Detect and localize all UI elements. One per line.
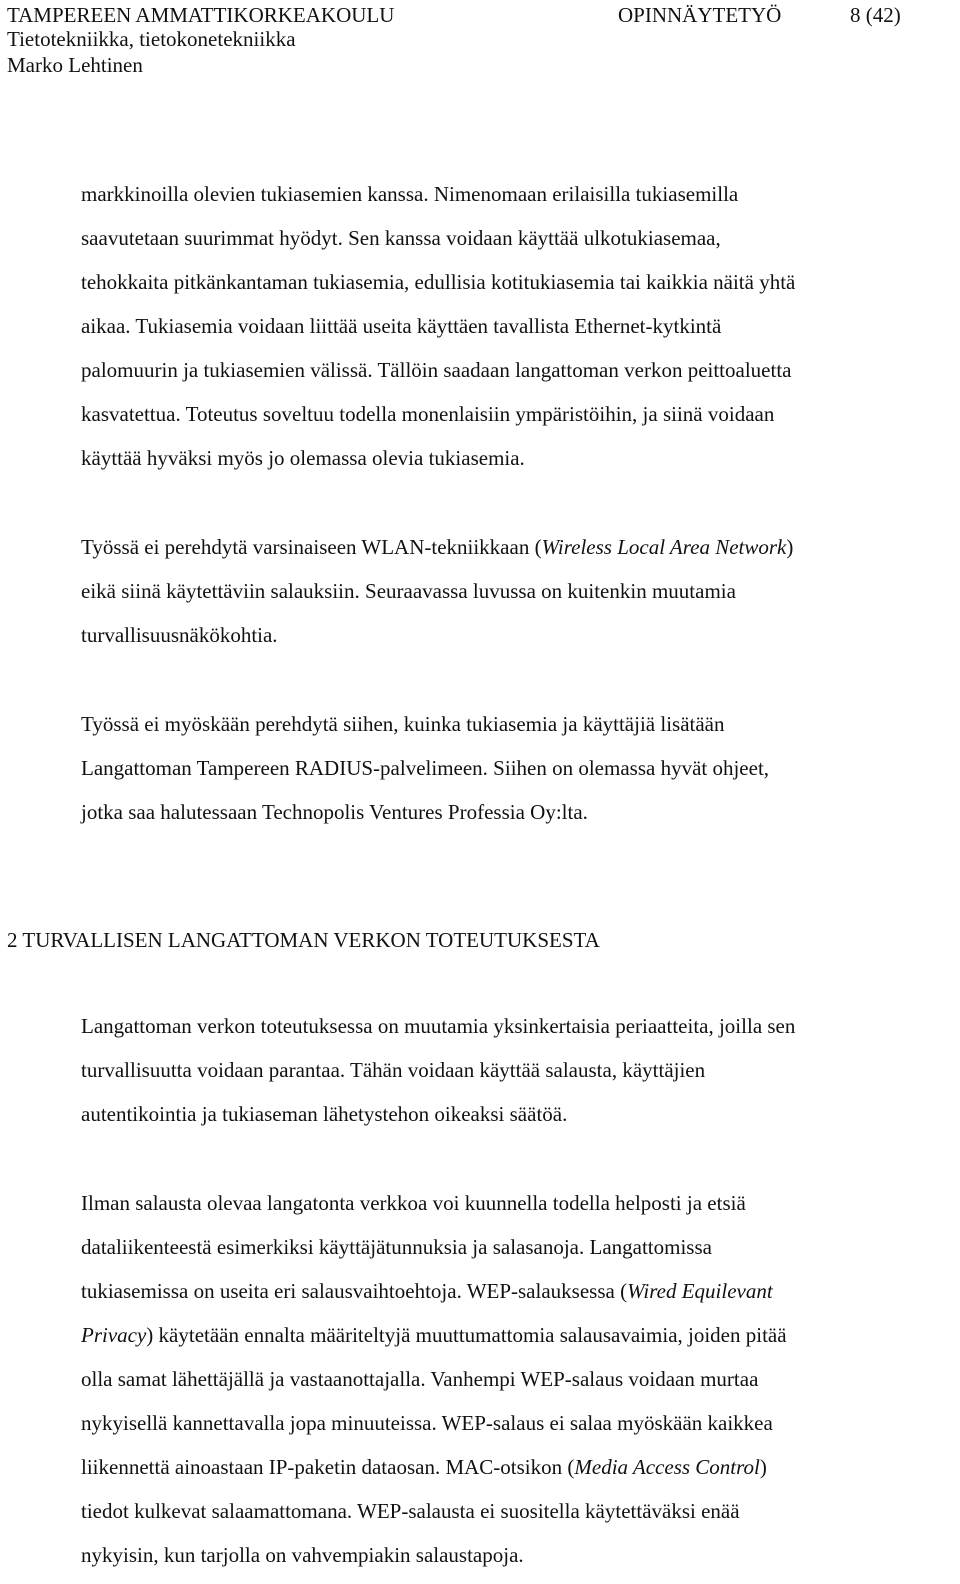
text-line: dataliikenteestä esimerkiksi käyttäjätunnuksia ja salasanoja. Langattomissa	[81, 1235, 712, 1259]
text-span: )	[786, 535, 794, 559]
text-line: Työssä ei myöskään perehdytä siihen, kuinka tukiasemia ja käyttäjiä lisätään	[81, 712, 725, 736]
text-line: markkinoilla olevien tukiasemien kanssa. Nimenomaan erilaisilla tukiasemilla	[81, 182, 739, 206]
text-line: tehokkaita pitkänkantaman tukiasemia, edullisia kotitukiasemia tai kaikkia näitä yhtä	[81, 270, 796, 294]
term-italic: Wired Equilevant	[627, 1279, 773, 1303]
text-line	[81, 1269, 953, 1313]
author-name: Marko Lehtinen	[7, 53, 143, 77]
body-text	[81, 172, 953, 834]
paragraph-gap	[81, 480, 953, 525]
document-type: OPINNÄYTETYÖ	[618, 3, 782, 27]
text-line: turvallisuutta voidaan parantaa. Tähän voidaan käyttää salausta, käyttäjien	[81, 1058, 706, 1082]
text-line: eikä siinä käytettäviin salauksiin. Seuraavassa luvussa on kuitenkin muutamia	[81, 579, 736, 603]
text-line: nykyisin, kun tarjolla on vahvempiakin salaustapoja.	[81, 1543, 524, 1567]
page-number: 8 (42)	[850, 3, 901, 27]
paragraph-gap	[81, 657, 953, 702]
text-line: olla samat lähettäjällä ja vastaanottajalla. Vanhempi WEP-salaus voidaan murtaa	[81, 1367, 759, 1391]
text-line: jotka saa halutessaan Technopolis Ventures Professia Oy:lta.	[81, 800, 588, 824]
text-line: palomuurin ja tukiasemien välissä. Tällöin saadaan langattoman verkon peittoaluetta	[81, 358, 792, 382]
text-line: Langattoman Tampereen RADIUS-palvelimeen. Siihen on olemassa hyvät ohjeet,	[81, 756, 770, 780]
paragraph-3	[81, 702, 953, 834]
text-line: autentikointia ja tukiaseman lähetystehon oikeaksi säätöä.	[81, 1102, 568, 1126]
page-header	[7, 0, 957, 78]
department-name: Tietotekniikka, tietokonetekniikka	[7, 27, 296, 51]
term-italic: Wireless Local Area Network	[541, 535, 787, 559]
text-line: Langattoman verkon toteutuksessa on muutamia yksinkertaisia periaatteita, joilla sen	[81, 1014, 796, 1038]
section-body	[81, 1004, 953, 1577]
text-line: kasvatettua. Toteutus soveltuu todella monenlaisiin ympäristöihin, ja siinä voidaan	[81, 402, 775, 426]
text-line: aikaa. Tukiasemia voidaan liittää useita käyttäen tavallista Ethernet-kytkintä	[81, 314, 722, 338]
term-italic: Privacy	[81, 1323, 147, 1347]
text-span: )	[759, 1455, 767, 1479]
text-line: käyttää hyväksi myös jo olemassa olevia tukiasemia.	[81, 446, 525, 470]
section-paragraph-1	[81, 1004, 953, 1136]
text-line	[81, 525, 953, 569]
paragraph-2	[81, 525, 953, 657]
organization-name: TAMPEREEN AMMATTIKORKEAKOULU	[7, 3, 395, 27]
text-line: nykyisellä kannettavalla jopa minuuteissa. WEP-salaus ei salaa myöskään kaikkea	[81, 1411, 773, 1435]
paragraph-gap	[81, 1136, 953, 1181]
paragraph-1	[81, 172, 953, 480]
text-span: ) käytetään ennalta määriteltyjä muuttumattomia salausavaimia, joiden pitää	[146, 1323, 787, 1347]
term-italic: Media Access Control	[574, 1455, 760, 1479]
text-span: tukiasemissa on useita eri salausvaihtoehtoja. WEP-salauksessa (	[81, 1279, 628, 1303]
text-span: Työssä ei perehdytä varsinaiseen WLAN-tekniikkaan (	[81, 535, 542, 559]
text-line	[81, 1313, 953, 1357]
text-line: saavutetaan suurimmat hyödyt. Sen kanssa voidaan käyttää ulkotukiasemaa,	[81, 226, 721, 250]
section-heading: 2 TURVALLISEN LANGATTOMAN VERKON TOTEUTUKSESTA	[7, 928, 600, 952]
text-line: turvallisuusnäkökohtia.	[81, 623, 278, 647]
text-line: Ilman salausta olevaa langatonta verkkoa voi kuunnella todella helposti ja etsiä	[81, 1191, 746, 1215]
section-paragraph-2	[81, 1181, 953, 1577]
text-line: tiedot kulkevat salaamattomana. WEP-salausta ei suositella käytettäväksi enää	[81, 1499, 740, 1523]
text-line	[81, 1445, 953, 1489]
header-row	[7, 0, 957, 26]
text-span: liikennettä ainoastaan IP-paketin dataosan. MAC-otsikon (	[81, 1455, 575, 1479]
